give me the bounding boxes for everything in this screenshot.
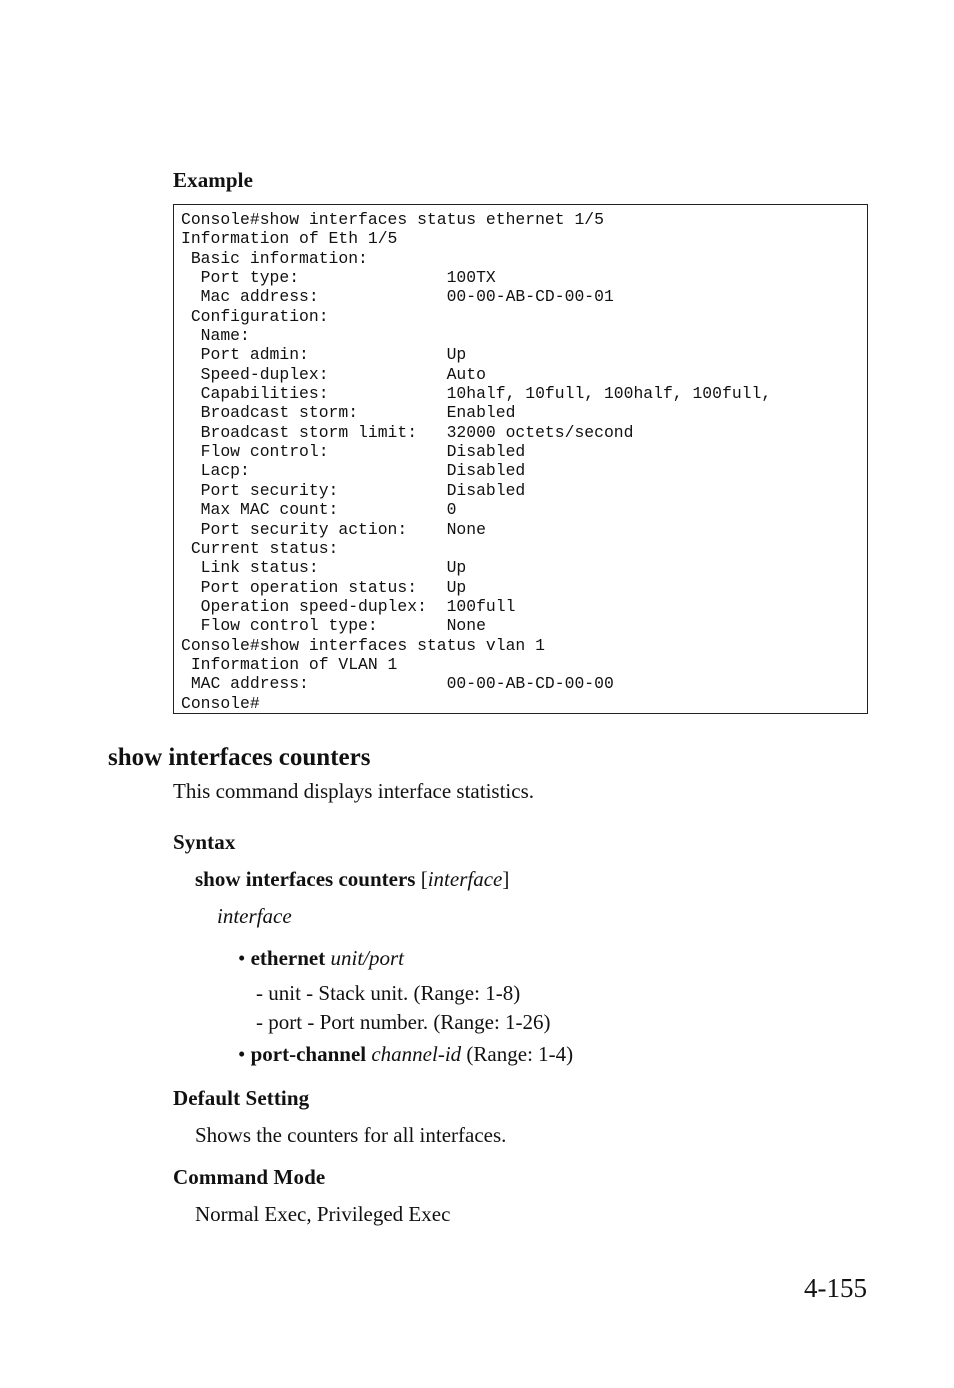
bullet-port-channel [238, 1042, 573, 1067]
sub-item-port-text: port - Port number. (Range: 1-26) [268, 1010, 551, 1034]
syntax-command-line [195, 867, 509, 892]
dash-marker: - [256, 1010, 269, 1034]
syntax-heading: Syntax [173, 830, 236, 854]
bullet-port-channel-range: (Range: 1-4) [466, 1042, 574, 1066]
syntax-command: show interfaces counters [195, 867, 416, 891]
syntax-param: interface [427, 867, 503, 891]
section-title: show interfaces counters [108, 744, 371, 771]
section-description: This command displays interface statistics. [173, 779, 534, 803]
sub-item-port [256, 1010, 551, 1035]
bullet-dot: • [238, 1042, 246, 1066]
bullet-dot: • [238, 946, 246, 970]
bullet-port-channel-arg: channel-id [371, 1042, 462, 1066]
page-number: 4-155 [804, 1273, 867, 1303]
bullet-port-channel-keyword: port-channel [250, 1042, 367, 1066]
syntax-close-bracket: ] [502, 867, 510, 891]
bullet-ethernet [238, 946, 404, 971]
command-mode-text: Normal Exec, Privileged Exec [195, 1202, 451, 1226]
sub-item-unit [256, 981, 520, 1006]
example-heading: Example [173, 168, 254, 192]
syntax-open-bracket: [ [420, 867, 428, 891]
default-setting-heading: Default Setting [173, 1086, 310, 1110]
default-setting-text: Shows the counters for all interfaces. [195, 1123, 507, 1147]
bullet-ethernet-keyword: ethernet [250, 946, 326, 970]
command-mode-heading: Command Mode [173, 1165, 326, 1189]
param-label: interface [217, 904, 292, 928]
code-example-text: Console#show interfaces status ethernet 1/5 Information of Eth 1/5 Basic information: Port type: 100TX Mac address: 00-00-AB-CD-00-01 Configuration: Name: Port admin: Up Speed-duplex: Auto Capabilities: 10half, 10full, 100half, 100full, Broadcast storm: Enabled Broadcast storm limit: 32000 octets/second Flow control: Disabled Lacp: Disabled Port security: Disabled Max MAC count: 0 Port security action: None Current status: Link status: Up Port operation status: Up Operation speed-duplex: 100full Flow control type: None Console#show interfaces status vlan 1 Information of VLAN 1 MAC address: 00-00-AB-CD-00-00 Console# [181, 210, 772, 713]
dash-marker: - [256, 981, 269, 1005]
bullet-ethernet-arg: unit/port [330, 946, 405, 970]
code-example-box [173, 204, 868, 714]
sub-item-unit-text: unit - Stack unit. (Range: 1-8) [268, 981, 521, 1005]
